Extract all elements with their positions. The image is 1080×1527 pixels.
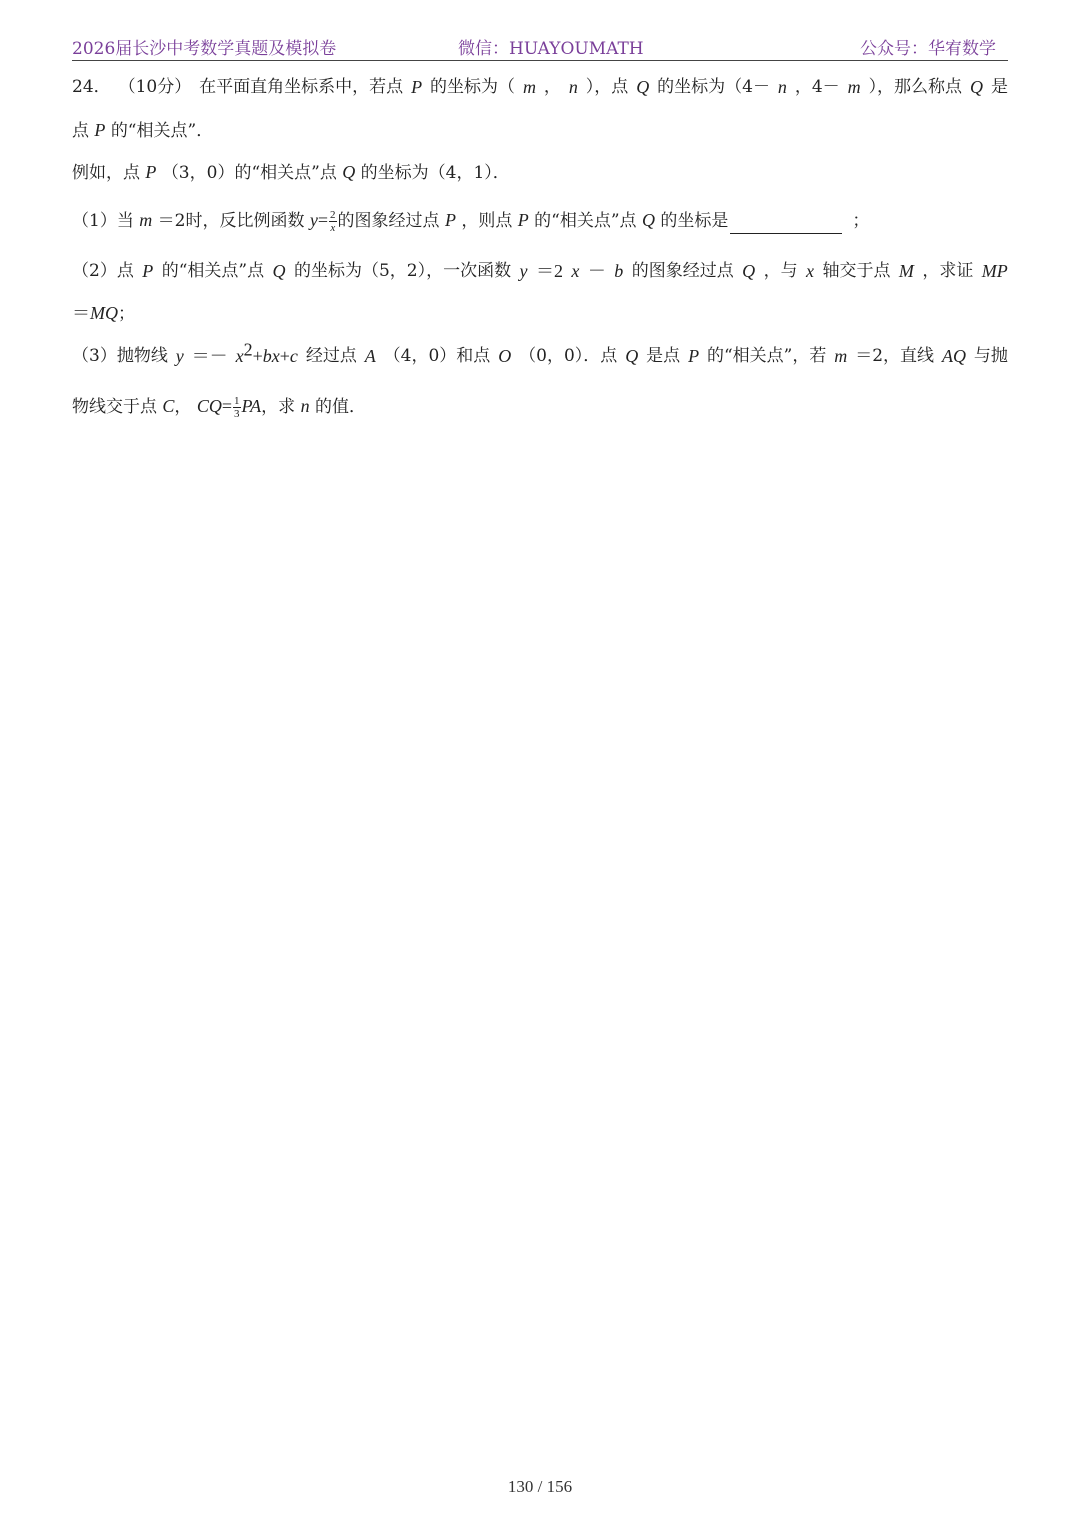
part-1: （1）当 m ＝2时，反比例函数 y= $\frac{2}{x}$ 的图象经过点 P ，则点 P 的“相关点”点 Q 的坐标是 ； (72, 209, 870, 234)
part-3-line-2: 物线交于点 C， CQ= $\frac{1}{3}$ PA，求 n 的值． (72, 395, 366, 420)
problem-score: （10分） (118, 77, 192, 97)
problem-line-2: 点 P 的“相关点”． (72, 120, 214, 141)
answer-blank[interactable] (730, 215, 842, 234)
fraction-2-over-x: $\frac{2}{x}$ (330, 209, 336, 234)
problem-number: 24． (72, 77, 111, 97)
header-account: 公众号：华宥数学 (860, 39, 996, 59)
header-title: 2026届长沙中考数学真题及模拟卷 (72, 39, 337, 59)
page-number: 130 / 156 (507, 1477, 573, 1496)
problem-line-1: 24． （10分） 在平面直角坐标系中，若点 P 的坐标为（ m ， n ），点 Q 的坐标为（4－ n ，4－ m ），那么称点 Q 是 (72, 77, 1008, 97)
part-3-line-1: （3）抛物线 y ＝－ $x^2+bx+c$ 经过点 A （4，0）和点 O （0，0）．点 Q 是点 P 的“相关点”，若 m ＝2，直线 AQ 与抛 (72, 339, 1008, 366)
part-2-line-2: ＝MQ； (72, 303, 135, 324)
part-2-line-1: （2）点 P 的“相关点”点 Q 的坐标为（5，2），一次函数 y ＝2 x － b 的图象经过点 Q ，与 x 轴交于点 M ，求证 MP (72, 261, 1008, 281)
header-wechat: 微信：HUAYOUMATH (458, 39, 644, 59)
example-line: 例如，点 P （3，0）的“相关点”点 Q 的坐标为（4，1）． (72, 162, 510, 183)
page-header (72, 30, 1008, 61)
fraction-1-over-3: $\frac{1}{3}$ (234, 395, 240, 420)
